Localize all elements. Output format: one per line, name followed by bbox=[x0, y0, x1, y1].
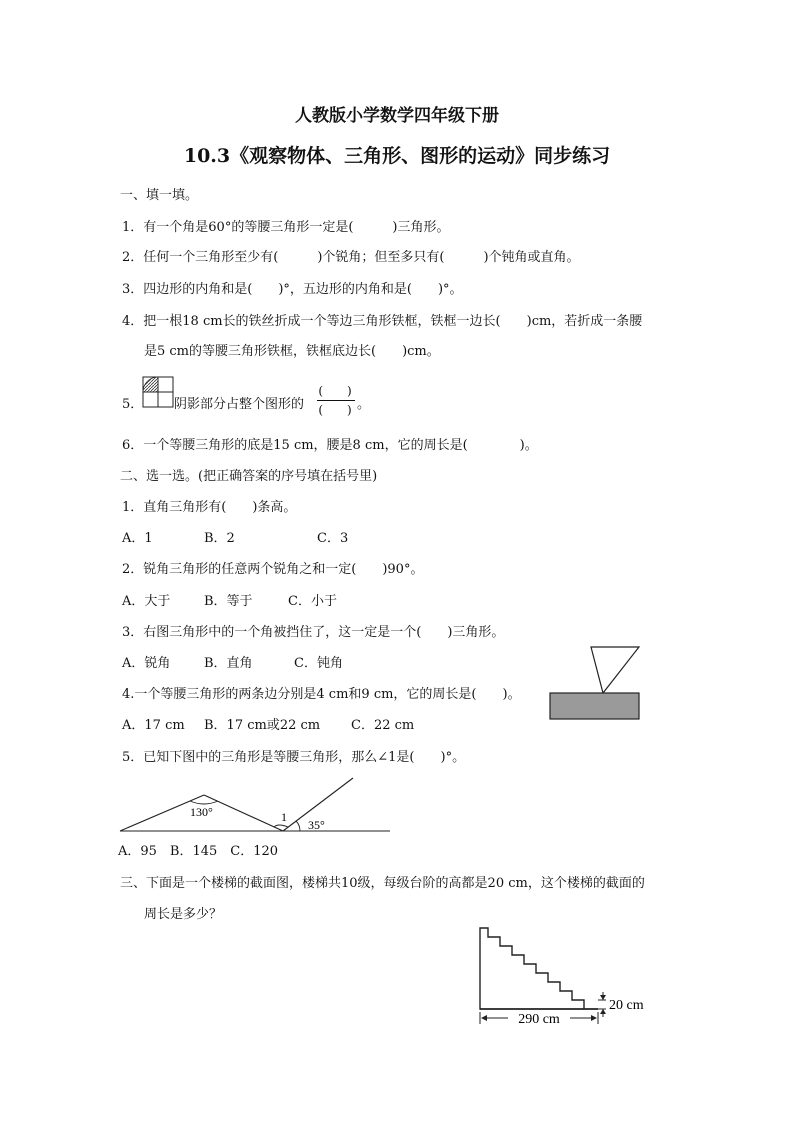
s1-question-1: 1．有一个角是60°的等腰三角形一定是( )三角形。 bbox=[122, 220, 450, 235]
angle-35-label: 35° bbox=[308, 818, 325, 832]
hidden-angle-triangle-figure bbox=[545, 643, 645, 723]
s2-q3-option-c: C．钝角 bbox=[294, 656, 343, 671]
staircase-figure bbox=[470, 922, 665, 1030]
s3-question-line1: 三、下面是一个楼梯的截面图，楼梯共10级，每级台阶的高都是20 cm，这个楼梯的截面的 bbox=[120, 876, 645, 891]
s2-q4-option-c: C．22 cm bbox=[351, 718, 415, 733]
s1-question-5-num: 5． bbox=[122, 397, 144, 412]
fraction-denominator: ( ) bbox=[318, 403, 352, 417]
s2-q1-option-b: B．2 bbox=[204, 531, 235, 546]
step-height-label: 20 cm bbox=[609, 998, 644, 1013]
fraction-bar bbox=[317, 400, 355, 401]
s2-q3-option-b: B．直角 bbox=[204, 656, 253, 671]
s2-q2-option-b: B．等于 bbox=[204, 594, 253, 609]
s2-question-5: 5．已知下图中的三角形是等腰三角形，那么∠1是( )°。 bbox=[122, 750, 466, 765]
s1-question-3: 3．四边形的内角和是( )°，五边形的内角和是( )°。 bbox=[122, 282, 463, 297]
width-label: 290 cm bbox=[518, 1012, 560, 1027]
angle-130-label: 130° bbox=[190, 805, 213, 819]
s1-question-6: 6．一个等腰三角形的底是15 cm，腰是8 cm，它的周长是( )。 bbox=[122, 438, 538, 453]
shaded-square-figure bbox=[142, 376, 174, 408]
s2-q4-option-a: A．17 cm bbox=[122, 718, 185, 733]
fraction-numerator: ( ) bbox=[318, 384, 352, 398]
s1-question-2: 2．任何一个三角形至少有( )个锐角；但至多只有( )个钝角或直角。 bbox=[122, 250, 580, 265]
section1-heading: 一、填一填。 bbox=[120, 188, 199, 203]
s3-question-line2: 周长是多少？ bbox=[144, 907, 223, 922]
isosceles-angle-figure bbox=[118, 775, 393, 837]
s2-question-3: 3．右图三角形中的一个角被挡住了，这一定是一个( )三角形。 bbox=[122, 625, 505, 640]
s2-q2-option-c: C．小于 bbox=[288, 594, 337, 609]
angle-1-label: 1 bbox=[281, 810, 287, 824]
s2-q5-options: A．95 B．145 C．120 bbox=[118, 844, 279, 859]
s2-question-2: 2．锐角三角形的任意两个锐角之和一定( )90°。 bbox=[122, 562, 424, 577]
s2-q1-option-a: A．1 bbox=[122, 531, 153, 546]
page-title: 人教版小学数学四年级下册 bbox=[295, 106, 499, 126]
page-subtitle: 10.3《观察物体、三角形、图形的运动》同步练习 bbox=[183, 145, 611, 167]
section2-heading: 二、选一选。(把正确答案的序号填在括号里) bbox=[120, 469, 378, 484]
s1-question-5-text: 阴影部分占整个图形的 bbox=[174, 397, 305, 412]
s2-q2-option-a: A．大于 bbox=[122, 594, 171, 609]
s2-q4-option-b: B．17 cm或22 cm bbox=[204, 718, 321, 733]
s1-question-5-end: 。 bbox=[357, 397, 371, 412]
s2-question-1: 1．直角三角形有( )条高。 bbox=[122, 500, 297, 515]
s2-q3-option-a: A．锐角 bbox=[122, 656, 171, 671]
s1-question-4-line2: 是5 cm的等腰三角形铁框，铁框底边长( )cm。 bbox=[144, 344, 440, 359]
s2-question-4: 4.一个等腰三角形的两条边分别是4 cm和9 cm，它的周长是( )。 bbox=[122, 687, 521, 702]
s2-q1-option-c: C．3 bbox=[317, 531, 349, 546]
s1-question-4-line1: 4．把一根18 cm长的铁丝折成一个等边三角形铁框，铁框一边长( )cm，若折成一条腰 bbox=[122, 314, 643, 329]
